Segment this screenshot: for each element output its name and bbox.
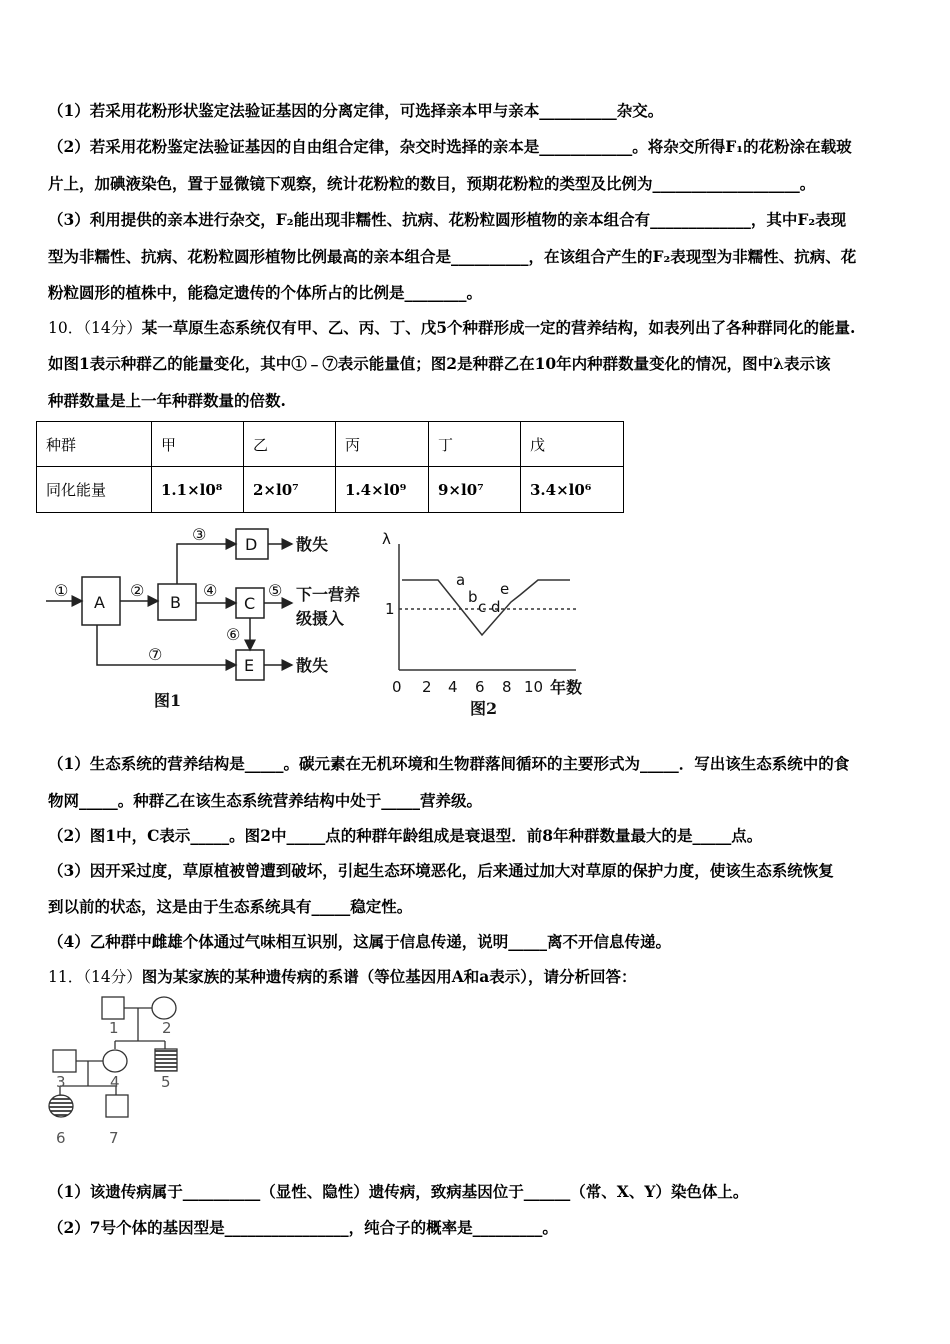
q9-part1: （1）若采用花粉形状鉴定法验证基因的分离定律，可选择亲本甲与亲本__________杂交。 (48, 101, 664, 120)
label-2: ② (130, 581, 145, 600)
label-5: ⑤ (268, 581, 283, 600)
label-3: ③ (192, 525, 207, 544)
label-box-a: A (94, 593, 105, 612)
q9-part3-line1: （3）利用提供的亲本进行杂交，F₂能出现非糯性、抗病、花粉粒圆形植物的亲本组合有_____________，其中F₂表现 (48, 210, 847, 229)
q11-number: 11．（14分） (48, 968, 142, 986)
q11-stem (48, 967, 637, 987)
y-axis-label: λ (382, 530, 391, 548)
individual-6-affected-female (49, 1095, 73, 1117)
table-header-cell: 种群 (37, 422, 152, 467)
q10-stem-line2: 如图1表示种群乙的能量变化，其中①﹣⑦表示能量值；图2是种群乙在10年内种群数量变化的情况，图中λ表示该 (48, 354, 831, 373)
point-d: d (491, 598, 501, 616)
label-6: ⑥ (226, 625, 241, 644)
point-e: e (500, 580, 510, 598)
label-box-c: C (244, 594, 256, 613)
lambda-one-label: 1 (385, 600, 395, 618)
table-row-label: 同化能量 (37, 467, 152, 513)
figure2-lambda-chart (378, 522, 598, 722)
arrow-3 (177, 544, 236, 584)
q10-stem-line3: 种群数量是上一年种群数量的倍数. (48, 391, 286, 410)
arrow-7 (97, 625, 236, 665)
label-1: ① (54, 581, 69, 600)
x-tick: 10 (524, 678, 544, 696)
energy-table-header-row (37, 422, 624, 467)
q11-sub2: （2）7号个体的基因型是________________，纯合子的概率是_________。 (48, 1218, 558, 1237)
energy-table-value-row (37, 467, 624, 513)
q10-sub2: （2）图1中，C表示_____。图2中_____点的种群年龄组成是衰退型．前8年种群数量最大的是_____点。 (48, 826, 763, 845)
q9-part3-line2: 型为非糯性、抗病、花粉粒圆形植物比例最高的亲本组合是__________，在该组合产生的F₂表现型为非糯性、抗病、花 (48, 247, 857, 266)
q9-part3-line3: 粉粒圆形的植株中，能稳定遗传的个体所占的比例是________。 (48, 283, 483, 302)
point-c: c (478, 598, 487, 616)
table-header-cell: 乙 (244, 422, 336, 467)
point-b: b (468, 588, 478, 606)
label-box-e: E (244, 656, 255, 675)
table-header-cell: 戊 (521, 422, 624, 467)
pedigree-label: 5 (161, 1073, 171, 1091)
figure1-energy-flow (40, 520, 360, 720)
table-header-cell: 丙 (336, 422, 429, 467)
table-cell: 1.4×l0⁹ (336, 467, 429, 513)
pedigree-label: 6 (56, 1129, 66, 1147)
q10-sub4: （4）乙种群中雌雄个体通过气味相互识别，这属于信息传递，说明_____离不开信息传递。 (48, 932, 672, 951)
table-header-cell: 甲 (152, 422, 244, 467)
q10-stem-text: 某一草原生态系统仅有甲、乙、丙、丁、戊5个种群形成一定的营养结构，如表列出了各种群同化的能量. (141, 318, 856, 337)
q10-sub1-line2: 物网_____。种群乙在该生态系统营养结构中处于_____营养级。 (48, 791, 483, 810)
x-tick: 4 (448, 678, 458, 696)
q9-part2-line1: （2）若采用花粉鉴定法验证基因的自由组合定律，杂交时选择的亲本是____________。将杂交所得F₁的花粉涂在载玻 (48, 137, 852, 156)
label-box-b: B (170, 593, 181, 612)
label-4: ④ (203, 581, 218, 600)
individual-3-male (53, 1050, 76, 1072)
q11-stem-text: 图为某家族的某种遗传病的系谱（等位基因用A和a表示），请分析回答： (141, 967, 637, 986)
individual-7-male (106, 1095, 128, 1117)
point-a: a (456, 571, 466, 589)
q9-part2-line2: 片上，加碘液染色，置于显微镜下观察，统计花粉粒的数目，预期花粉粒的类型及比例为___________________。 (48, 174, 816, 193)
pedigree-label: 4 (110, 1073, 120, 1091)
q10-sub1-line1: （1）生态系统的营养结构是_____。碳元素在无机环境和生物群落间循环的主要形式为_____．写出该生态系统中的食 (48, 754, 850, 773)
loss-label-e: 散失 (296, 656, 329, 675)
label-box-d: D (245, 535, 258, 554)
next-level-label-1: 下一营养 (296, 585, 361, 604)
q10-sub3-line2: 到以前的状态，这是由于生态系统具有_____稳定性。 (48, 897, 413, 916)
individual-2-female (152, 997, 176, 1019)
pedigree-chart (40, 994, 200, 1152)
pedigree-label: 2 (162, 1019, 172, 1037)
energy-table (36, 421, 624, 513)
individual-4-female (103, 1050, 127, 1072)
figure1-caption: 图1 (154, 691, 182, 710)
x-tick: 6 (475, 678, 485, 696)
table-cell: 2×l0⁷ (244, 467, 336, 513)
next-level-label-2: 级摄入 (296, 609, 345, 628)
q10-sub3-line1: （3）因开采过度，草原植被曾遭到破坏，引起生态环境恶化，后来通过加大对草原的保护力度，使该生态系统恢复 (48, 861, 834, 880)
table-cell: 1.1×l0⁸ (152, 467, 244, 513)
loss-label-d: 散失 (296, 535, 329, 554)
figure2-caption: 图2 (470, 699, 498, 718)
q10-stem-line1 (48, 318, 855, 338)
x-axis-unit: 年数 (550, 678, 583, 697)
q10-number: 10．（14分） (48, 319, 142, 337)
table-header-cell: 丁 (429, 422, 521, 467)
pedigree-label: 3 (56, 1073, 66, 1091)
pedigree-label: 7 (109, 1129, 119, 1147)
table-cell: 9×l0⁷ (429, 467, 521, 513)
label-7: ⑦ (148, 645, 163, 664)
x-tick: 2 (422, 678, 432, 696)
x-tick: 8 (502, 678, 512, 696)
individual-1-male (102, 997, 124, 1019)
q11-sub1: （1）该遗传病属于__________（显性、隐性）遗传病，致病基因位于______（常、X、Y）染色体上。 (48, 1182, 749, 1201)
pedigree-label: 1 (109, 1019, 119, 1037)
table-cell: 3.4×l0⁶ (521, 467, 624, 513)
x-tick: 0 (392, 678, 402, 696)
individual-5-affected-male (155, 1049, 177, 1071)
